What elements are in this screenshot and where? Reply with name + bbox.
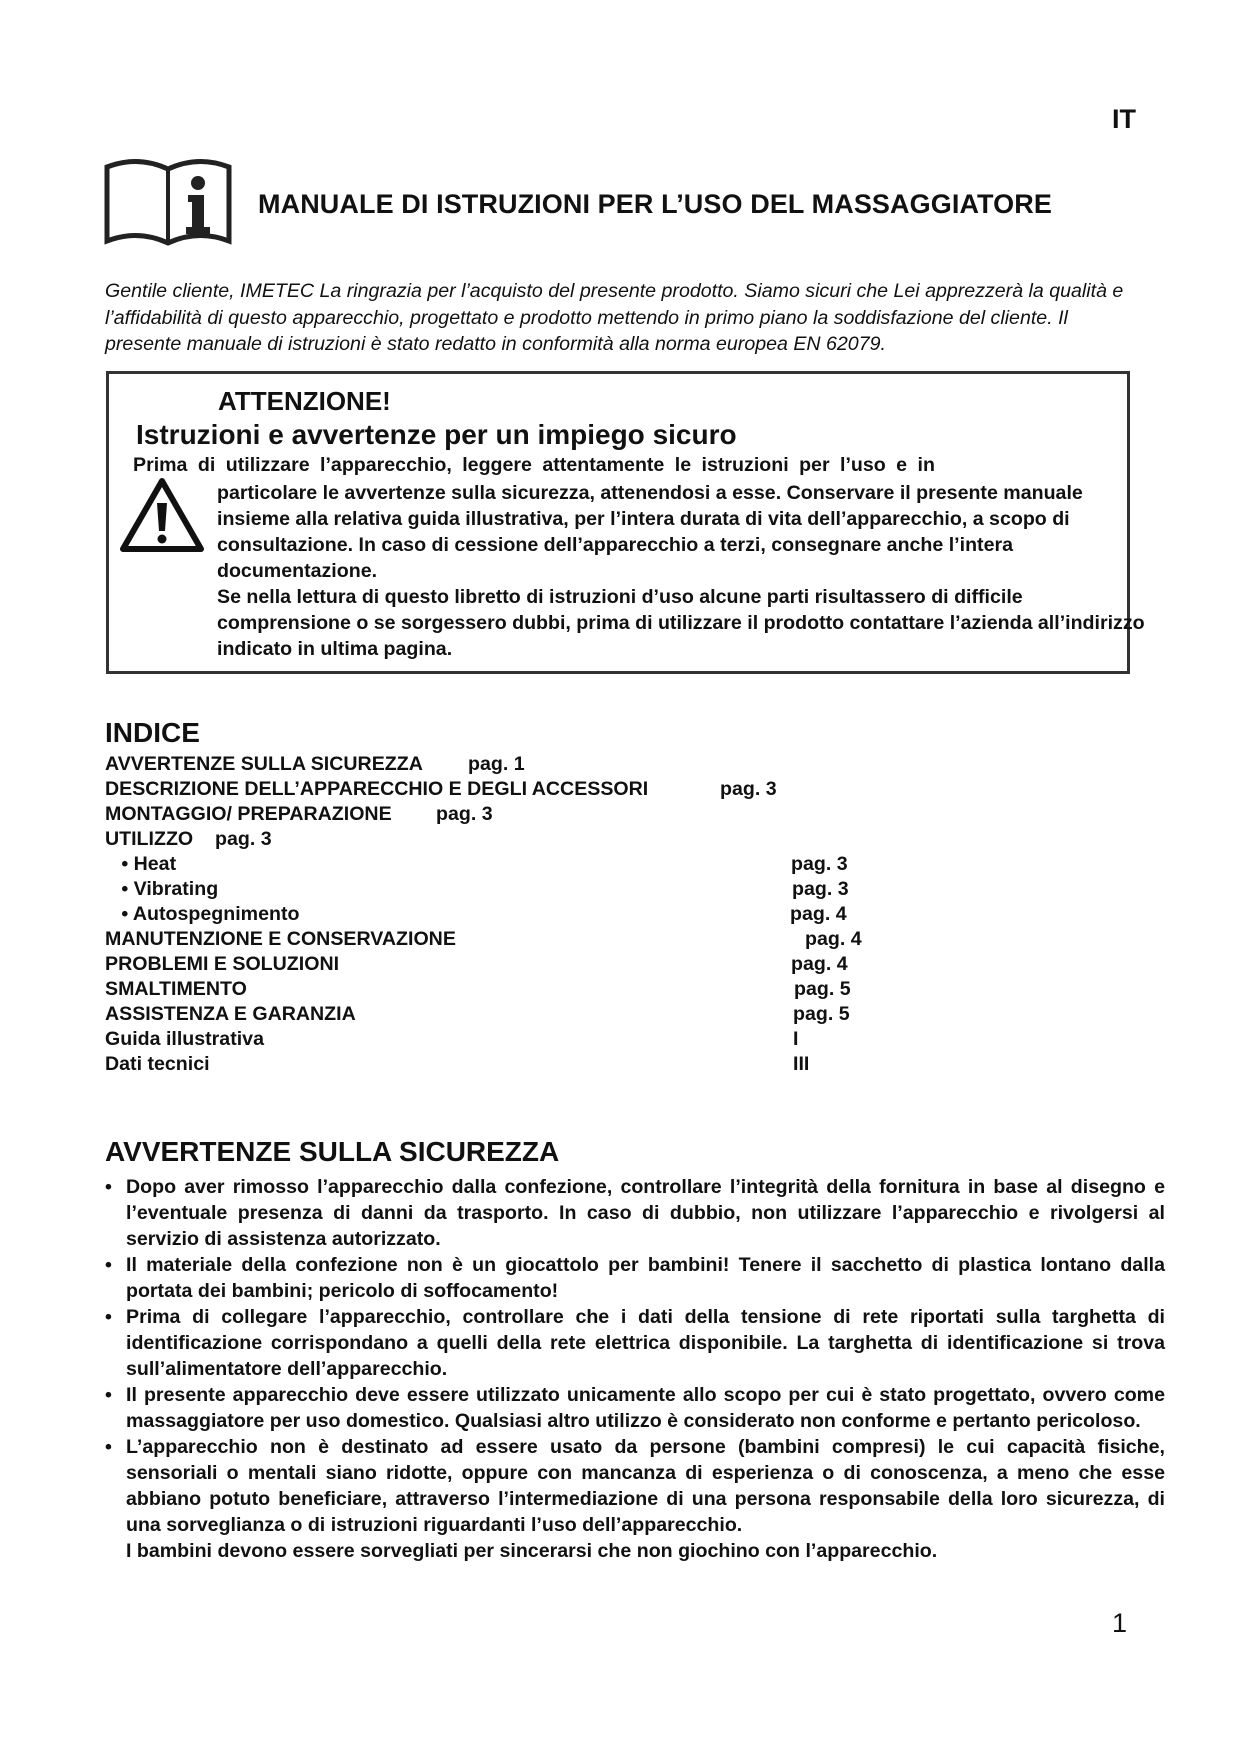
language-code: IT xyxy=(1112,104,1136,134)
table-of-contents xyxy=(105,752,1005,1077)
bullet-glyph: • xyxy=(105,1176,112,1198)
info-book-icon xyxy=(104,157,232,251)
warning-triangle-icon xyxy=(118,475,206,555)
toc-page: pag. 3 xyxy=(215,828,272,850)
toc-page: pag. 5 xyxy=(793,1003,850,1025)
bullet-text: Il presente apparecchio deve essere utilizzato unicamente allo scopo per cui è stato progettato, ovvero come massaggiatore per uso domestico. Qualsiasi altro utilizzo è considerato non conforme e pertanto pericoloso. xyxy=(126,1384,1165,1432)
bullet-glyph: • xyxy=(105,1384,112,1406)
bullet-glyph: • xyxy=(105,1436,112,1458)
page-number: 1 xyxy=(1112,1608,1128,1638)
toc-page: I xyxy=(793,1028,799,1050)
toc-row-disposal[interactable] xyxy=(105,977,1005,1002)
toc-label: MONTAGGIO/ PREPARAZIONE xyxy=(105,803,392,825)
index-heading: INDICE xyxy=(105,717,200,748)
toc-label: ASSISTENZA E GARANZIA xyxy=(105,1003,356,1025)
toc-row-guide[interactable] xyxy=(105,1027,1005,1052)
toc-label: Guida illustrativa xyxy=(105,1028,264,1050)
intro-paragraph: Gentile cliente, IMETEC La ringrazia per l’acquisto del presente prodotto. Siamo sicuri che Lei apprezzerà la qualità e l’affidabilità di questo apparecchio, progettato e prodotto mettendo in primo piano la soddisfazione del cliente. Il presente manuale di istruzioni è stato redatto in conformità alla norma europea EN 62079. xyxy=(105,280,1124,355)
toc-row-assembly[interactable] xyxy=(105,802,1005,827)
toc-label: Dati tecnici xyxy=(105,1053,210,1075)
toc-label: • Heat xyxy=(105,853,177,875)
toc-label: PROBLEMI E SOLUZIONI xyxy=(105,953,340,975)
toc-row-technical-data[interactable] xyxy=(105,1052,1005,1077)
toc-page: pag. 3 xyxy=(792,878,849,900)
toc-label: • Autospegnimento xyxy=(105,903,300,925)
toc-page: pag. 3 xyxy=(791,853,848,875)
list-item xyxy=(105,1252,1165,1304)
bullet-text: Il materiale della confezione non è un giocattolo per bambini! Tenere il sacchetto di plastica lontano dalla portata dei bambini; pericolo di soffocamento! xyxy=(126,1254,1165,1302)
toc-page: pag. 1 xyxy=(468,753,525,775)
toc-page: pag. 5 xyxy=(794,978,851,1000)
toc-page: pag. 3 xyxy=(436,803,493,825)
toc-label: SMALTIMENTO xyxy=(105,978,247,1000)
warning-heading: ATTENZIONE! xyxy=(218,386,391,416)
safety-bullet-list xyxy=(105,1174,1165,1564)
toc-page: pag. 4 xyxy=(805,928,862,950)
toc-label: • Vibrating xyxy=(105,878,219,900)
toc-page: pag. 3 xyxy=(720,778,777,800)
toc-row-autospegnimento[interactable] xyxy=(105,902,1005,927)
list-item xyxy=(105,1174,1165,1252)
toc-row-description[interactable] xyxy=(105,777,1005,802)
list-item xyxy=(105,1382,1165,1434)
toc-page: pag. 4 xyxy=(791,953,848,975)
list-item xyxy=(105,1434,1165,1564)
toc-label: DESCRIZIONE DELL’APPARECCHIO E DEGLI ACCESSORI xyxy=(105,778,649,800)
warning-subheading: Istruzioni e avvertenze per un impiego sicuro xyxy=(136,419,737,450)
toc-row-use[interactable] xyxy=(105,827,1005,852)
bullet-note: I bambini devono essere sorvegliati per sincerarsi che non giochino con l’apparecchio. xyxy=(126,1540,938,1562)
warning-paragraph-2: Se nella lettura di questo libretto di istruzioni d’uso alcune parti risultassero di difficile comprensione o se sorgessero dubbi, prima di utilizzare il prodotto contattare l’azienda all’indirizzo indicato in ultima pagina. xyxy=(217,586,1145,660)
bullet-text: Prima di collegare l’apparecchio, controllare che i dati della tensione di rete riportati sulla targhetta di identificazione corrispondano a quelli della rete elettrica disponibile. La targhetta di identificazione si trova sull’alimentatore dell’apparecchio. xyxy=(126,1306,1165,1380)
bullet-text: L’apparecchio non è destinato ad essere usato da persone (bambini compresi) le cui capacità fisiche, sensoriali o mentali siano ridotte, oppure con mancanza di esperienza o di conoscenza, a meno che esse abbiano potuto beneficiare, attraverso l’intermediazione di una persona responsabile della loro sicurezza, di una sorveglianza o di istruzioni riguardanti l’uso dell’apparecchio. xyxy=(126,1436,1165,1536)
toc-label: UTILIZZO xyxy=(105,828,194,850)
toc-page: pag. 4 xyxy=(790,903,847,925)
bullet-text: Dopo aver rimosso l’apparecchio dalla confezione, controllare l’integrità della fornitura in base al disegno e l’eventuale presenza di danni da trasporto. In caso di dubbio, non utilizzare l’apparecchio e rivolgersi al servizio di assistenza autorizzato. xyxy=(126,1176,1165,1250)
toc-row-maintenance[interactable] xyxy=(105,927,1005,952)
toc-label: MANUTENZIONE E CONSERVAZIONE xyxy=(105,928,456,950)
warning-body xyxy=(217,480,1155,662)
warning-first-line: Prima di utilizzare l’apparecchio, leggere attentamente le istruzioni per l’uso e in xyxy=(133,454,935,476)
toc-row-safety[interactable] xyxy=(105,752,1005,777)
toc-label: AVVERTENZE SULLA SICUREZZA xyxy=(105,753,423,775)
toc-row-heat[interactable] xyxy=(105,852,1005,877)
toc-page: III xyxy=(793,1053,810,1075)
bullet-glyph: • xyxy=(105,1254,112,1276)
toc-row-vibrating[interactable] xyxy=(105,877,1005,902)
warning-paragraph-1: particolare le avvertenze sulla sicurezza, attenendosi a esse. Conservare il presente manuale insieme alla relativa guida illustrativa, per l’intera durata di vita dell’apparecchio, a scopo di consultazione. In caso di cessione dell’apparecchio a terzi, consegnare anche l’intera documentazione. xyxy=(217,482,1083,582)
toc-row-troubleshooting[interactable] xyxy=(105,952,1005,977)
page-title: MANUALE DI ISTRUZIONI PER L’USO DEL MASSAGGIATORE xyxy=(258,189,1052,219)
list-item xyxy=(105,1304,1165,1382)
safety-heading: AVVERTENZE SULLA SICUREZZA xyxy=(105,1136,560,1167)
toc-row-assistance[interactable] xyxy=(105,1002,1005,1027)
bullet-glyph: • xyxy=(105,1306,112,1328)
